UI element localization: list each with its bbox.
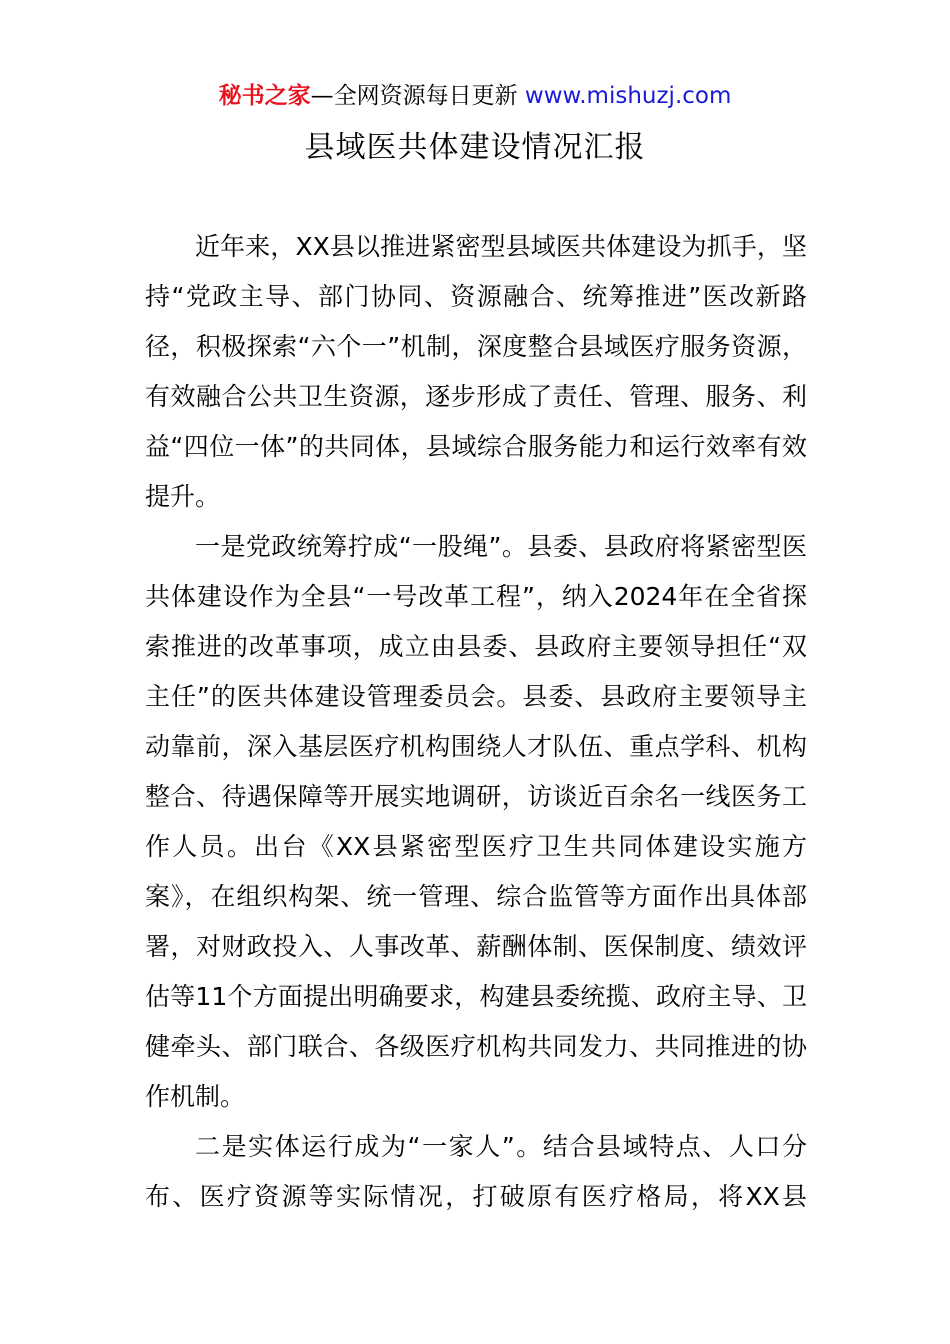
document-body: [145, 222, 807, 1222]
paragraph-entity-operation: 二是实体运行成为“一家人”。结合县域特点、人口分布、医疗资源等实际情况，打破原有医疗格局，将XX县: [145, 1132, 807, 1211]
site-url-link[interactable]: www.mishuzj.com: [524, 83, 732, 109]
header-tagline: —全网资源每日更新: [310, 83, 525, 109]
site-header: [0, 80, 950, 112]
document-title: 县域医共体建设情况汇报: [304, 130, 646, 165]
paragraph-party-coordination: 一是党政统筹拧成“一股绳”。县委、县政府将紧密型医共体建设作为全县“一号改革工程”，纳入2024年在全省探索推进的改革事项，成立由县委、县政府主要领导担任“双主任”的医共体建设管理委员会。县委、县政府主要领导主动靠前，深入基层医疗机构围绕人才队伍、重点学科、机构整合、待遇保障等开展实地调研，访谈近百余名一线医务工作人员。出台《XX县紧密型医疗卫生共同体建设实施方案》，在组织构架、统一管理、综合监管等方面作出具体部署，对财政投入、人事改革、薪酬体制、医保制度、绩效评估等11个方面提出明确要求，构建县委统揽、政府主导、卫健牵头、部门联合、各级医疗机构共同发力、共同推进的协作机制。: [145, 532, 807, 1111]
paragraph-intro: 近年来，XX县以推进紧密型县域医共体建设为抓手，坚持“党政主导、部门协同、资源融合、统筹推进”医改新路径，积极探索“六个一”机制，深度整合县域医疗服务资源，有效融合公共卫生资源，逐步形成了责任、管理、服务、利益“四位一体”的共同体，县域综合服务能力和运行效率有效提升。: [145, 232, 807, 511]
brand-name: 秘书之家: [218, 83, 311, 109]
